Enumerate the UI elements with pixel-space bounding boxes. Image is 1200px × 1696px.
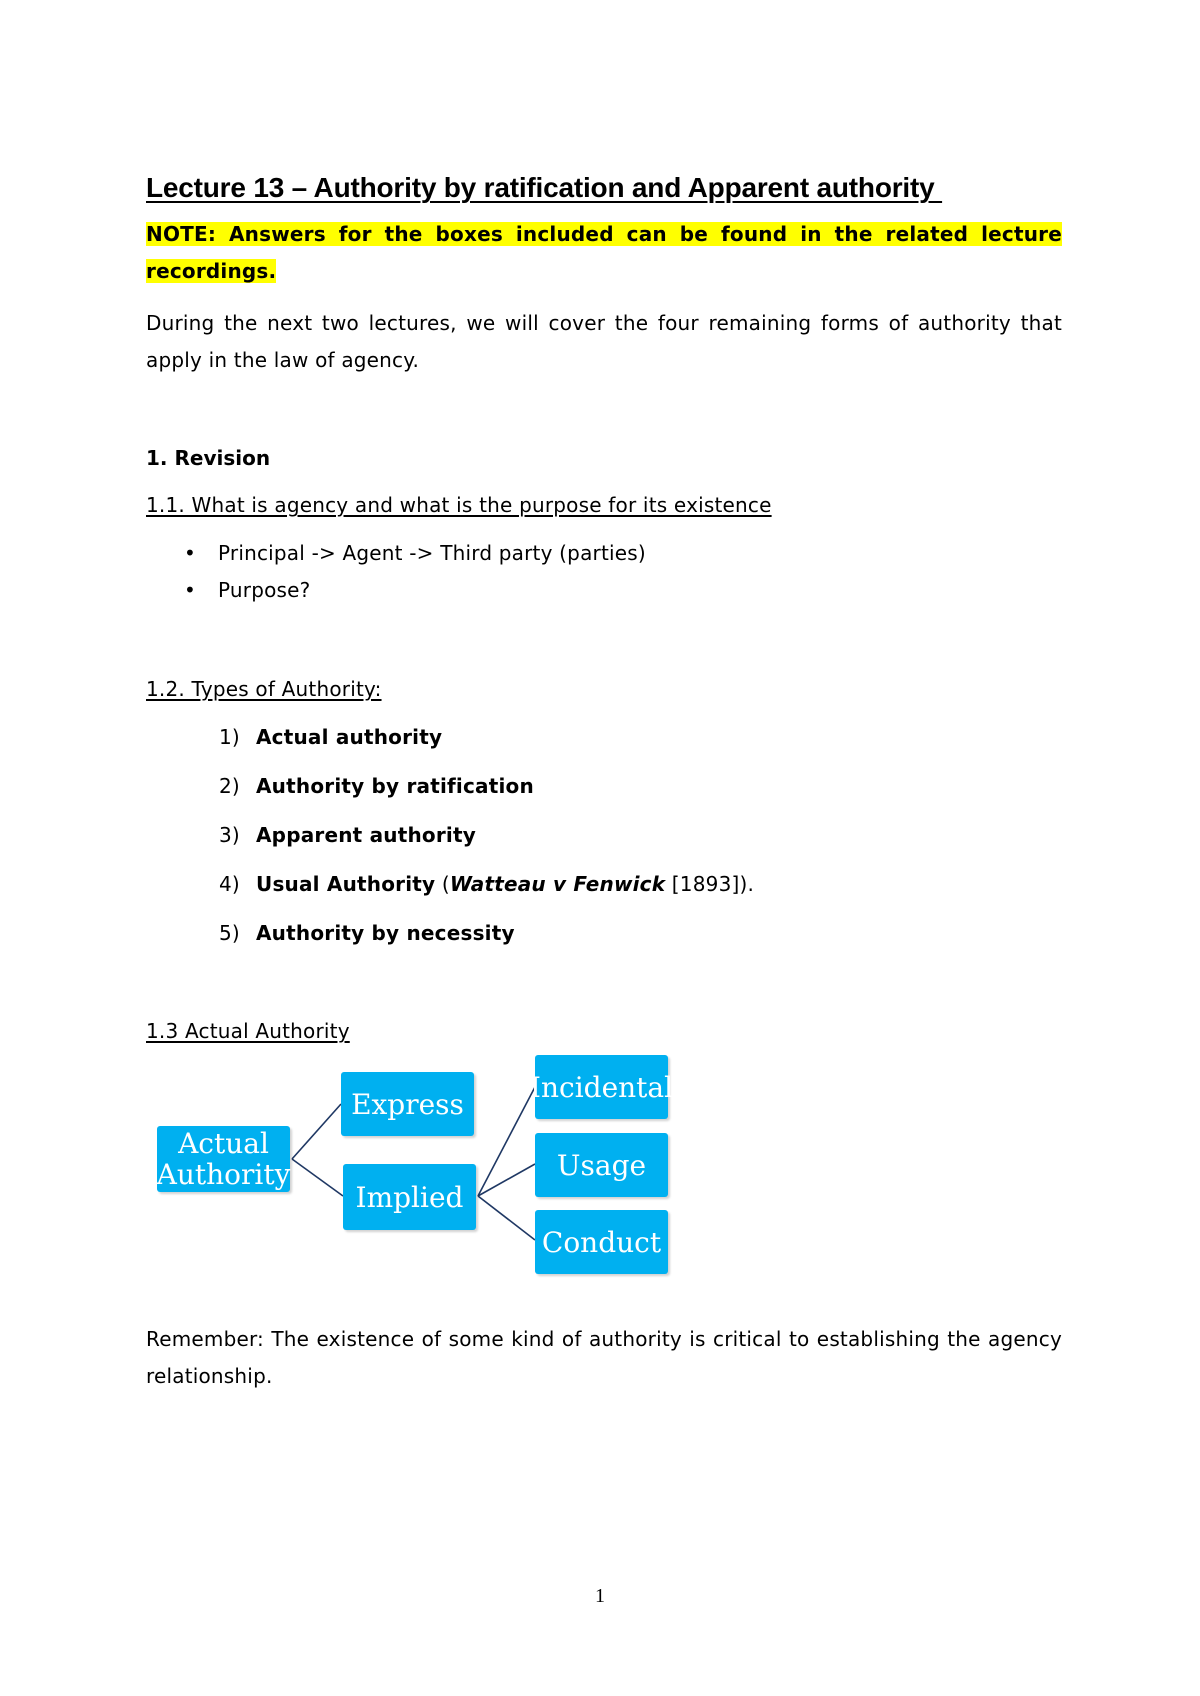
list-item: 4) Usual Authority (Watteau v Fenwick [1893]). — [219, 872, 755, 896]
bullet-icon: • — [184, 578, 196, 602]
list-item-label: Authority by necessity — [256, 921, 515, 945]
bullet-icon: • — [184, 541, 196, 565]
bullet-item — [184, 541, 646, 565]
page-number: 1 — [595, 1585, 605, 1607]
list-item: 1) Actual authority — [219, 725, 443, 749]
list-item: 5) Authority by necessity — [219, 921, 515, 945]
list-item-label: Usual Authority — [256, 872, 436, 896]
connector-line — [478, 1087, 535, 1196]
list-item-label: Authority by ratification — [256, 774, 534, 798]
bullet-item — [184, 578, 310, 602]
list-item-label: Actual authority — [256, 725, 443, 749]
intro-paragraph: During the next two lectures, we will cover the four remaining forms of authority that apply in the law of agency. — [146, 311, 1062, 372]
connector-line — [292, 1104, 341, 1159]
actual-authority-subheading: 1.3 Actual Authority — [146, 1019, 350, 1043]
connector-line — [292, 1159, 343, 1196]
diagram-node-actual-authority: Actual Authority — [156, 1127, 291, 1191]
bullet-text: Principal -> Agent -> Third party (parties) — [218, 541, 646, 565]
diagram-node-implied: Implied — [343, 1164, 476, 1230]
page-title: Lecture 13 – Authority by ratification and Apparent authority — [146, 172, 943, 203]
list-item: 2) Authority by ratification — [219, 774, 534, 798]
diagram-node-express: Express — [341, 1072, 474, 1136]
list-item: 3) Apparent authority — [219, 823, 476, 847]
diagram-node-usage: Usage — [535, 1133, 668, 1197]
case-name: Watteau v Fenwick — [449, 872, 666, 896]
agency-subheading: 1.1. What is agency and what is the purpose for its existence — [146, 493, 772, 517]
remember-paragraph: Remember: The existence of some kind of authority is critical to establishing the agency relationship. — [146, 1327, 1062, 1388]
list-item-label: Apparent authority — [256, 823, 476, 847]
diagram-node-conduct: Conduct — [535, 1210, 668, 1274]
bullet-text: Purpose? — [218, 578, 311, 602]
note-label: NOTE: — [146, 222, 217, 246]
diagram-node-incidental: Incidental — [535, 1055, 668, 1119]
connector-line — [478, 1196, 535, 1240]
connector-line — [478, 1164, 535, 1196]
revision-heading: 1. Revision — [146, 446, 271, 470]
types-subheading: 1.2. Types of Authority: — [146, 677, 382, 701]
note-text: Answers for the boxes included can be found in the related lecture recordings. — [146, 222, 1062, 283]
note-paragraph — [146, 216, 1062, 290]
